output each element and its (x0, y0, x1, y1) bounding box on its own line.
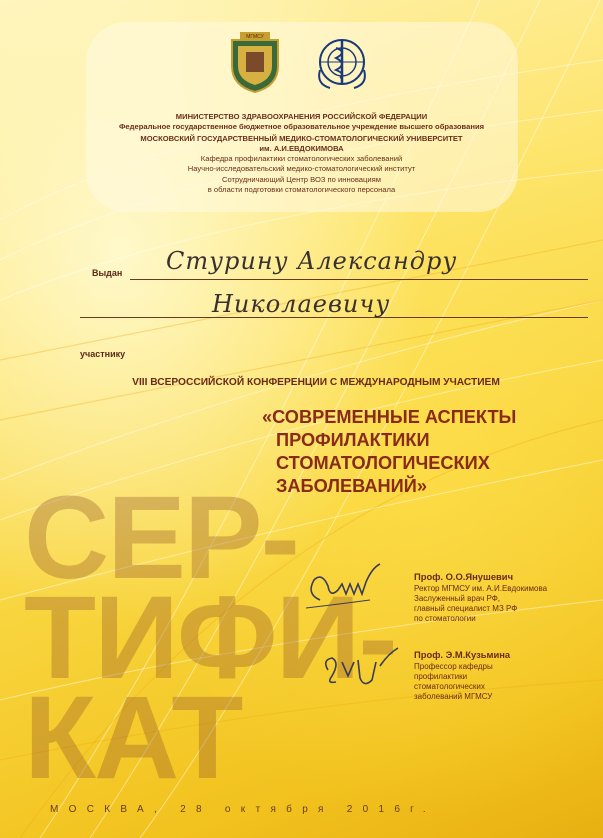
university-emblem-logo (226, 30, 284, 94)
watermark-line-1: СЕР- (24, 472, 298, 604)
issued-label: Выдан (92, 268, 123, 278)
title-line-2: ПРОФИЛАКТИКИ (276, 430, 430, 450)
recipient-name-line-1: Стурину Александру (166, 247, 458, 275)
title-line-3: СТОМАТОЛОГИЧЕСКИХ (276, 453, 490, 473)
department-line: Кафедра профилактики стоматологических заболеваний (200, 154, 403, 164)
signatory-2-desc-line: стоматологических (414, 682, 485, 691)
title-line-1: «СОВРЕМЕННЫЕ АСПЕКТЫ (262, 407, 517, 427)
watermark-line-3: КАТ (24, 672, 242, 804)
who-emblem-logo (312, 30, 372, 94)
who-centre-line: Сотрудничающий Центр ВОЗ по инновациям (222, 174, 381, 184)
watermark-line-2: ТИФИ- (24, 572, 396, 704)
professor-signature (318, 640, 408, 700)
university-name-line: МОСКОВСКИЙ ГОСУДАРСТВЕННЫЙ МЕДИКО-СТОМАТОЛОГИЧЕСКИЙ УНИВЕРСИТЕТ (140, 134, 463, 144)
signatory-1-description (414, 584, 547, 624)
institute-line: Научно-исследовательский медико-стоматологический институт (187, 164, 416, 174)
ministry-line: МИНИСТЕРСТВО ЗДРАВООХРАНЕНИЯ РОССИЙСКОЙ ФЕДЕРАЦИИ (175, 112, 428, 121)
university-named-after-line: им. А.И.ЕВДОКИМОВА (259, 144, 344, 154)
signatory-1-name: Проф. О.О.Янушевич (414, 571, 514, 582)
signatory-2-description (414, 662, 493, 702)
signatory-2-name: Проф. Э.М.Кузьмина (414, 649, 511, 660)
signatory-1-desc-line: по стоматологии (414, 614, 476, 623)
institution-type-line: Федеральное государственное бюджетное образовательное учреждение высшего образования (118, 122, 485, 132)
rector-signature (300, 560, 390, 620)
recipient-name-line-2: Николаевичу (212, 290, 391, 318)
emblem-text: МГМСУ (246, 34, 264, 40)
signatory-2-desc-line: профилактики (414, 672, 468, 681)
place-and-date: МОСКВА, 28 октября 2016г. (50, 804, 436, 815)
signatory-1-desc-line: Ректор МГМСУ им. А.И.Евдокимова (414, 584, 548, 593)
who-centre-line-2: в области подготовки стоматологического персонала (207, 184, 396, 194)
conference-name: VIII ВСЕРОССИЙСКОЙ КОНФЕРЕНЦИИ С МЕЖДУНАРОДНЫМ УЧАСТИЕМ (132, 377, 500, 388)
header-text-block (0, 112, 603, 195)
signatory-1-desc-line: Заслуженный врач РФ, (414, 594, 501, 603)
signatory-2-desc-line: заболеваний МГМСУ (414, 692, 493, 701)
participant-label: участнику (80, 349, 126, 359)
name-underline-1 (130, 279, 588, 280)
conference-title (262, 406, 592, 498)
title-line-4: ЗАБОЛЕВАНИЙ» (276, 476, 427, 496)
signatory-2-desc-line: Профессор кафедры (414, 662, 493, 671)
signatory-1-desc-line: главный специалист МЗ РФ (414, 604, 518, 613)
